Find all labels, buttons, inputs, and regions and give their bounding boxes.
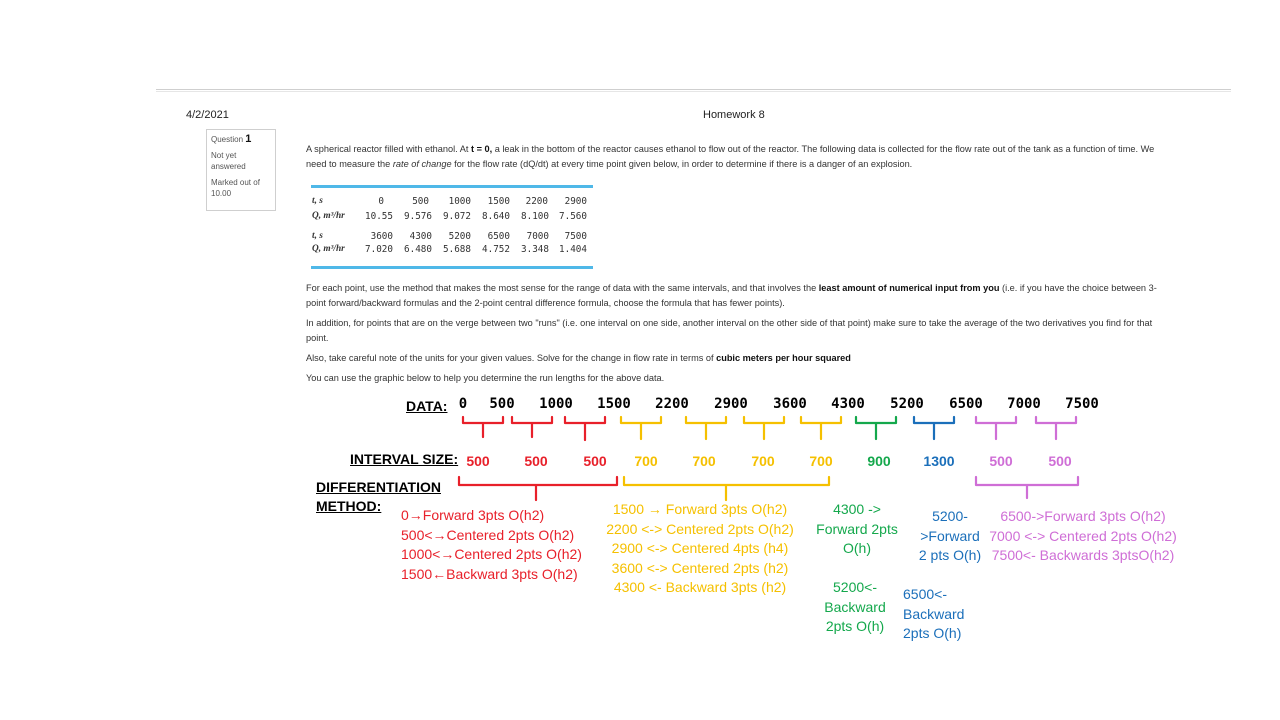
method-line: 2900 <-> Centered 4pts (h4) — [611, 540, 789, 556]
table-cell: 7500 — [564, 231, 587, 242]
question-marks: Marked out of 10.00 — [211, 178, 260, 198]
green-methods-backward — [815, 578, 895, 637]
yellow-run-bracket — [624, 477, 829, 500]
method-line: 3600 <-> Centered 2pts (h2) — [611, 559, 789, 576]
method-line: 5200<- — [833, 579, 877, 595]
table-cell: 6500 — [487, 231, 510, 242]
question-label: Question — [211, 135, 244, 144]
interval-value: 500 — [466, 453, 490, 469]
method-line: 500<→Centered 2pts O(h2) — [401, 526, 575, 543]
top-divider — [156, 89, 1231, 90]
method-line: 6500->Forward 3pts O(h2) — [1000, 508, 1166, 524]
interval-value: 700 — [751, 453, 775, 469]
table-cell: 1.404 — [559, 244, 587, 255]
q-label: Q, m³/hr — [312, 211, 345, 221]
table-cell: 7000 — [526, 231, 549, 242]
method-line: 1500 → Forward 3pts O(h2) — [612, 501, 788, 517]
data-value: 1000 — [539, 396, 573, 412]
method-line: 4300 -> — [833, 501, 881, 517]
data-value: 6500 — [949, 396, 983, 412]
method-line: Forward 2pts — [816, 520, 898, 537]
interval-value: 700 — [809, 453, 833, 469]
data-value: 3600 — [773, 396, 807, 412]
table-cell: 4.752 — [482, 244, 510, 255]
instruction-paragraph-1: For each point, use the method that makes the most sense for the range of data with the same intervals, and that involves the least amount of numerical input from you (i.e. if you have the choice between 3-point forward/backward formulas and the 2-point central difference formula, choose the formula that has fewer points). — [306, 283, 1157, 308]
method-line: 7500<- Backwards 3ptsO(h2) — [991, 547, 1175, 563]
t-label: t, s — [312, 231, 323, 241]
red-interval-bracket — [463, 417, 503, 437]
red-run-bracket — [459, 477, 617, 500]
purple-run-bracket — [976, 477, 1078, 498]
method-line: Backward — [824, 598, 886, 615]
interval-value: 500 — [989, 453, 1013, 469]
top-divider-shadow — [156, 91, 1231, 92]
q-label: Q, m³/hr — [312, 244, 345, 254]
table-cell: 8.100 — [521, 211, 549, 222]
instruction-paragraph-3: Also, take careful note of the units for your given values. Solve for the change in flow rate in terms of cubic meters per hour squared — [306, 353, 851, 363]
question-number: 1 — [245, 133, 252, 145]
method-line: 2pts O(h) — [825, 618, 885, 634]
header-title: Homework 8 — [703, 109, 765, 121]
data-value: 4300 — [831, 396, 865, 412]
method-line: O(h) — [843, 540, 871, 556]
intro-paragraph: A spherical reactor filled with ethanol. At t = 0, a leak in the bottom of the reactor causes ethanol to flow out of the reactor. The following data is collected for the flow rate out of the tank as a function of time. We need to measure the rate of change for the flow rate (dQ/dt) at every time point given below, in order to determine if there is a danger of an explosion. — [306, 144, 1155, 169]
method-line: 1500←Backward 3pts O(h2) — [401, 565, 578, 582]
run-length-diagram — [300, 390, 1200, 650]
data-value: 500 — [489, 396, 515, 412]
table-cell: 1500 — [487, 196, 510, 207]
data-value: 2900 — [714, 396, 748, 412]
method-line: 2200 <-> Centered 2pts O(h2) — [606, 520, 794, 537]
method-label-line1: DIFFERENTIATION — [316, 479, 441, 495]
interval-value: 700 — [692, 453, 716, 469]
table-cell: 1000 — [448, 196, 471, 207]
table-cell: 3600 — [370, 231, 393, 242]
interval-value: 500 — [1048, 453, 1072, 469]
yellow-interval-bracket — [686, 417, 726, 439]
red-interval-bracket — [512, 417, 552, 437]
green-methods-forward — [807, 500, 907, 559]
question-status: Not yet answered — [211, 151, 246, 171]
method-line: 0→Forward 3pts O(h2) — [401, 507, 545, 523]
data-value: 5200 — [890, 396, 924, 412]
table-cell: 7.020 — [365, 244, 393, 255]
interval-value: 1300 — [923, 453, 955, 469]
method-line: 7000 <-> Centered 2pts O(h2) — [989, 527, 1177, 544]
yellow-interval-bracket — [621, 417, 661, 439]
table-cell: 2900 — [564, 196, 587, 207]
instruction-paragraph-4: You can use the graphic below to help you determine the run lengths for the above data. — [306, 373, 665, 383]
t-label: t, s — [312, 196, 323, 206]
table-cell: 5200 — [448, 231, 471, 242]
method-line: 4300 <- Backward 3pts (h2) — [613, 579, 787, 595]
units-emphasis: cubic meters per hour squared — [716, 353, 851, 363]
method-line: 6500<- — [903, 586, 947, 602]
data-value: 2200 — [655, 396, 689, 412]
green-interval-bracket — [856, 417, 896, 439]
data-value: 7000 — [1007, 396, 1041, 412]
purple-methods — [983, 507, 1183, 566]
method-line: >Forward — [920, 527, 980, 544]
instruction-paragraph-2: In addition, for points that are on the verge between two "runs" (i.e. one interval on one side, another interval on the other side of that point) make sure to take the average of the two derivatives you find for that point. — [306, 318, 1153, 343]
table-cell: 7.560 — [559, 211, 587, 222]
question-info-box — [206, 129, 276, 211]
table-cell: 10.55 — [365, 211, 393, 222]
yellow-interval-bracket — [801, 417, 841, 439]
method-line: 2pts O(h) — [903, 625, 962, 641]
purple-interval-bracket — [1036, 417, 1076, 439]
table-top-rule — [311, 185, 593, 188]
table-cell: 4300 — [409, 231, 432, 242]
data-table — [311, 185, 594, 271]
table-cell: 3.348 — [521, 244, 549, 255]
interval-value: 500 — [524, 453, 548, 469]
table-cell: 2200 — [525, 196, 548, 207]
data-value: 1500 — [597, 396, 631, 412]
t-zero: t = 0, — [470, 144, 493, 154]
table-cell: 8.640 — [482, 211, 510, 222]
interval-value: 900 — [867, 453, 891, 469]
header-date: 4/2/2021 — [186, 109, 229, 121]
table-cell: 6.480 — [404, 244, 432, 255]
interval-size-label: INTERVAL SIZE: — [350, 451, 459, 467]
method-line: 1000<→Centered 2pts O(h2) — [401, 546, 582, 562]
table-cell: 500 — [412, 196, 429, 207]
method-label-line2: METHOD: — [316, 498, 382, 514]
red-methods — [401, 506, 582, 584]
interval-value: 700 — [634, 453, 658, 469]
purple-interval-bracket — [976, 417, 1016, 439]
red-interval-bracket — [565, 417, 605, 440]
blue-interval-bracket — [914, 417, 954, 439]
data-value: 0 — [458, 396, 468, 412]
blue-methods-backward — [903, 585, 964, 644]
data-label: DATA: — [406, 398, 448, 414]
interval-value: 500 — [583, 453, 607, 469]
table-bottom-rule — [311, 266, 593, 269]
table-cell: 5.688 — [443, 244, 471, 255]
yellow-interval-bracket — [744, 417, 784, 439]
least-numerical-input: least amount of numerical input from you — [818, 283, 1000, 293]
table-cell: 9.072 — [443, 211, 471, 222]
rate-of-change: rate of change — [392, 159, 452, 169]
yellow-methods — [600, 500, 800, 598]
table-cell: 9.576 — [404, 211, 432, 222]
method-line: 2 pts O(h) — [918, 547, 982, 563]
table-cell: 0 — [378, 196, 384, 207]
data-value: 7500 — [1065, 396, 1099, 412]
method-line: Backward — [903, 605, 965, 622]
method-line: 5200- — [932, 508, 968, 524]
